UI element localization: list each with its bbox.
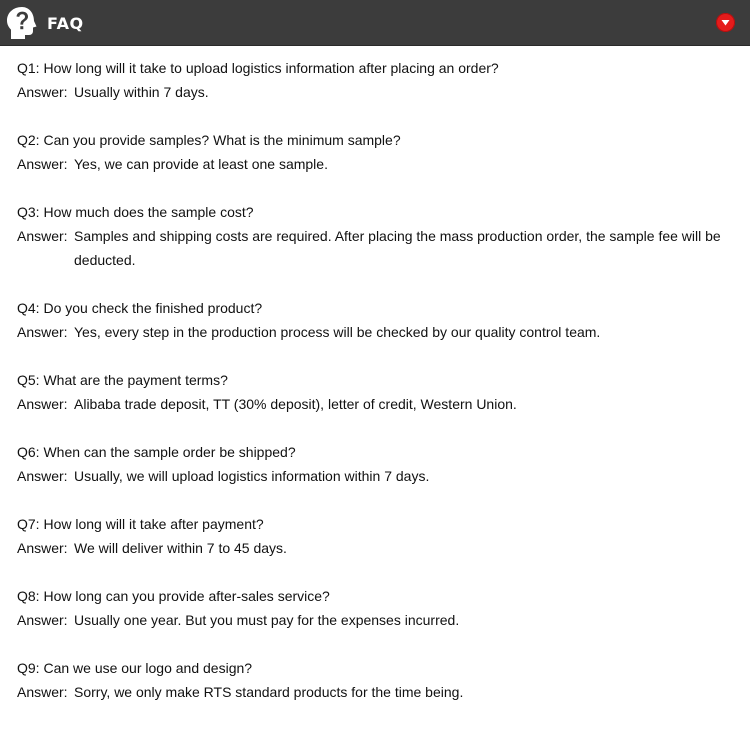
collapse-button[interactable]: [716, 13, 735, 32]
faq-answer: Yes, we can provide at least one sample.: [74, 156, 328, 172]
faq-list: [17, 56, 732, 728]
faq-answer: Alibaba trade deposit, TT (30% deposit), letter of credit, Western Union.: [74, 396, 517, 412]
chevron-down-icon: [716, 13, 735, 32]
answer-label: Answer:: [17, 540, 68, 556]
faq-question: Q9: Can we use our logo and design?: [17, 660, 253, 676]
faq-question: Q5: What are the payment terms?: [17, 372, 228, 388]
answer-label: Answer:: [17, 684, 68, 700]
faq-answer: We will deliver within 7 to 45 days.: [74, 540, 287, 556]
faq-question: Q4: Do you check the finished product?: [17, 300, 263, 316]
faq-answer: Usually one year. But you must pay for the expenses incurred.: [74, 612, 460, 628]
faq-answer-row: [17, 152, 732, 176]
faq-question: Q1: How long will it take to upload logistics information after placing an order?: [17, 60, 499, 76]
page-title: FAQ: [47, 14, 84, 33]
faq-answer: Sorry, we only make RTS standard products for the time being.: [74, 684, 464, 700]
faq-answer-row: [17, 224, 732, 272]
faq-question: Q2: Can you provide samples? What is the minimum sample?: [17, 132, 401, 148]
faq-header: [0, 0, 750, 46]
faq-item-9: [17, 656, 732, 704]
question-head-icon: [4, 5, 40, 41]
answer-label: Answer:: [17, 396, 68, 412]
faq-answer-row: [17, 392, 732, 416]
answer-label: Answer:: [17, 228, 68, 244]
faq-answer-row: [17, 608, 732, 632]
faq-answer-row: [17, 536, 732, 560]
faq-question: Q3: How much does the sample cost?: [17, 204, 254, 220]
faq-answer: Usually, we will upload logistics information within 7 days.: [74, 468, 430, 484]
answer-label: Answer:: [17, 156, 68, 172]
faq-answer-row: [17, 680, 732, 704]
faq-item-7: [17, 512, 732, 560]
faq-answer: Usually within 7 days.: [74, 84, 209, 100]
faq-item-5: [17, 368, 732, 416]
faq-answer: Samples and shipping costs are required. After placing the mass production order, the sample fee will be deducted.: [74, 228, 721, 268]
faq-item-2: [17, 128, 732, 176]
faq-item-3: [17, 200, 732, 272]
faq-answer-row: [17, 320, 732, 344]
faq-question: Q6: When can the sample order be shipped?: [17, 444, 296, 460]
faq-item-8: [17, 584, 732, 632]
faq-question: Q7: How long will it take after payment?: [17, 516, 264, 532]
answer-label: Answer:: [17, 84, 68, 100]
faq-answer: Yes, every step in the production process will be checked by our quality control team.: [74, 324, 601, 340]
answer-label: Answer:: [17, 468, 68, 484]
faq-answer-row: [17, 464, 732, 488]
faq-answer-row: [17, 80, 732, 104]
faq-item-1: [17, 56, 732, 104]
answer-label: Answer:: [17, 324, 68, 340]
faq-item-4: [17, 296, 732, 344]
faq-item-6: [17, 440, 732, 488]
answer-label: Answer:: [17, 612, 68, 628]
faq-question: Q8: How long can you provide after-sales service?: [17, 588, 330, 604]
